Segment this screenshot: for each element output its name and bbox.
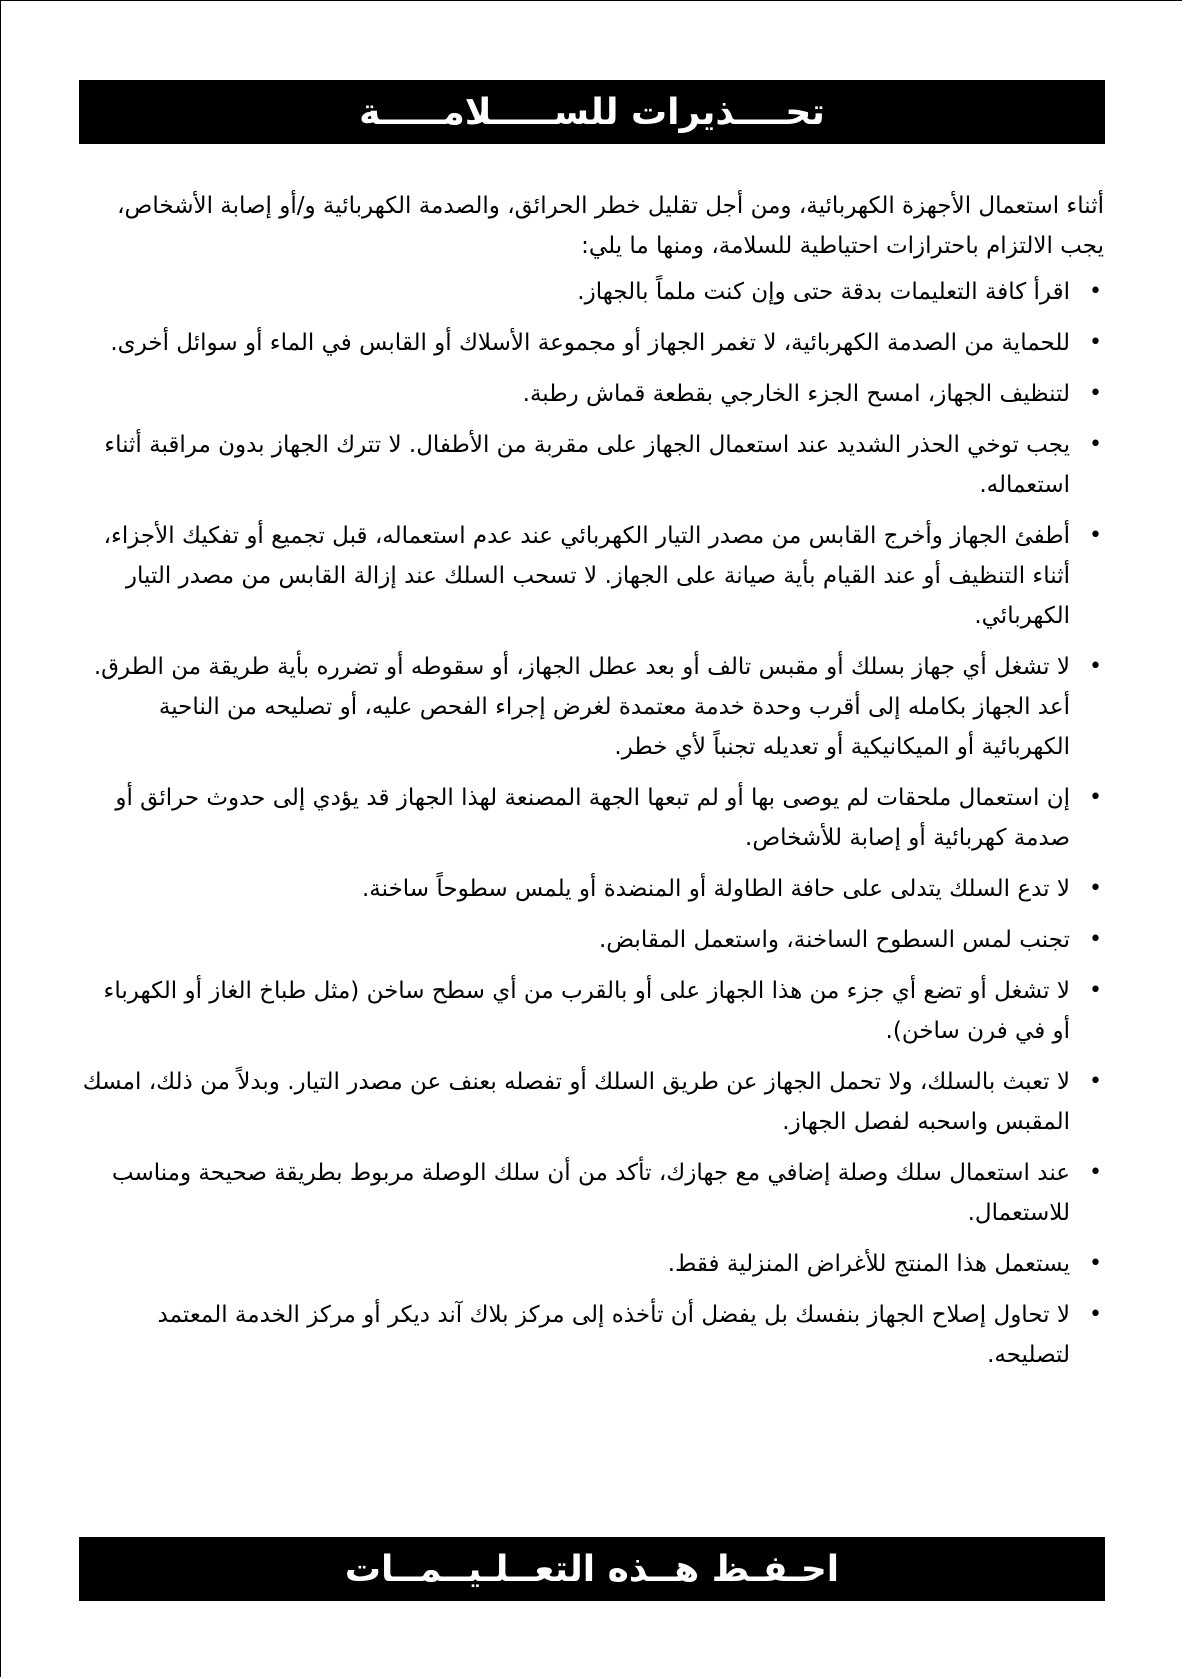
warning-text: إن استعمال ملحقات لم يوصى بها أو لم تبعها الجهة المصنعة لهذا الجهاز قد يؤدي إلى حدوث حرائق أو صدمة كهربائية أو إصابة للأشخاص. [115,785,1070,851]
warning-item [82,778,1104,858]
warning-item [82,374,1104,414]
warning-text: لا تحاول إصلاح الجهاز بنفسك بل يفضل أن تأخذه إلى مركز بلاك آند ديكر أو مركز الخدمة المعتمد لتصليحه. [157,1302,1070,1368]
warning-item [82,1153,1104,1233]
warning-text: يجب توخي الحذر الشديد عند استعمال الجهاز على مقربة من الأطفال. لا تترك الجهاز بدون مراقبة أثناء استعماله. [104,432,1070,498]
warning-item [82,272,1104,312]
warning-item [82,920,1104,960]
bullet-icon: • [1089,279,1102,304]
save-instructions-title: احـفـظ هــذه التعــلـيــمــات [79,1537,1105,1601]
bullet-icon: • [1089,1069,1102,1094]
bullet-icon: • [1089,785,1102,810]
warning-item [82,425,1104,505]
warning-text: تجنب لمس السطوح الساخنة، واستعمل المقابض. [598,927,1070,953]
warnings-list [82,272,1104,1375]
warning-text: أطفئ الجهاز وأخرج القابس من مصدر التيار الكهربائي عند عدم استعماله، قبل تجميع أو تفكيك الأجزاء، أثناء التنظيف أو عند القيام بأية صيانة على الجهاز. لا تسحب السلك عند إزالة القابس من مصدر التيار الكهربائي. [103,523,1070,629]
warning-text: لا تشغل أو تضع أي جزء من هذا الجهاز على أو بالقرب من أي سطح ساخن (مثل طباخ الغاز أو الكهرباء أو في فرن ساخن). [103,978,1070,1044]
bullet-icon: • [1089,654,1102,679]
warning-item [82,1062,1104,1142]
warning-item [82,869,1104,909]
intro-paragraph: أثناء استعمال الأجهزة الكهربائية، ومن أجل تقليل خطر الحرائق، والصدمة الكهربائية و/أو إصابة الأشخاص، يجب الالتزام باحترازات احتياطية للسلامة، ومنها ما يلي: [117,193,1104,259]
bullet-icon: • [1089,330,1102,355]
bullet-icon: • [1089,978,1102,1003]
bullet-icon: • [1089,381,1102,406]
bullet-icon: • [1089,432,1102,457]
warning-text: لا تعبث بالسلك، ولا تحمل الجهاز عن طريق السلك أو تفصله بعنف عن مصدر التيار. وبدلاً من ذلك، امسك المقبس واسحبه لفصل الجهاز. [82,1069,1070,1135]
warning-item [82,1244,1104,1284]
bullet-icon: • [1089,927,1102,952]
warning-text: لتنظيف الجهاز، امسح الجزء الخارجي بقطعة قماش رطبة. [522,381,1070,407]
bullet-icon: • [1089,523,1102,548]
document-body [82,186,1104,1386]
warning-text: اقرأ كافة التعليمات بدقة حتى وإن كنت ملماً بالجهاز. [577,279,1070,305]
warning-text: لا تشغل أي جهاز بسلك أو مقبس تالف أو بعد عطل الجهاز، أو سقوطه أو تضرره بأية طريقة من الطرق. أعد الجهاز بكامله إلى أقرب وحدة خدمة معتمدة لغرض إجراء الفحص عليه، أو تصليحه من الناحية الكهربائية أو الميكانيكية أو تعديله تجنباً لأي خطر. [93,654,1070,760]
warning-text: لا تدع السلك يتدلى على حافة الطاولة أو المنضدة أو يلمس سطوحاً ساخنة. [362,876,1070,902]
bullet-icon: • [1089,1160,1102,1185]
warning-item [82,1295,1104,1375]
warning-item [82,647,1104,767]
bullet-icon: • [1089,1251,1102,1276]
warning-text: عند استعمال سلك وصلة إضافي مع جهازك، تأكد من أن سلك الوصلة مربوط بطريقة صحيحة ومناسب للاستعمال. [111,1160,1070,1226]
warning-text: للحماية من الصدمة الكهربائية، لا تغمر الجهاز أو مجموعة الأسلاك أو القابس في الماء أو سوائل أخرى. [110,330,1070,356]
warning-item [82,516,1104,636]
bullet-icon: • [1089,1302,1102,1327]
bullet-icon: • [1089,876,1102,901]
warning-item [82,323,1104,363]
warning-item [82,971,1104,1051]
warning-text: يستعمل هذا المنتج للأغراض المنزلية فقط. [667,1251,1070,1277]
safety-warnings-title: تحــــذيرات للســـــلامـــــة [79,80,1105,144]
